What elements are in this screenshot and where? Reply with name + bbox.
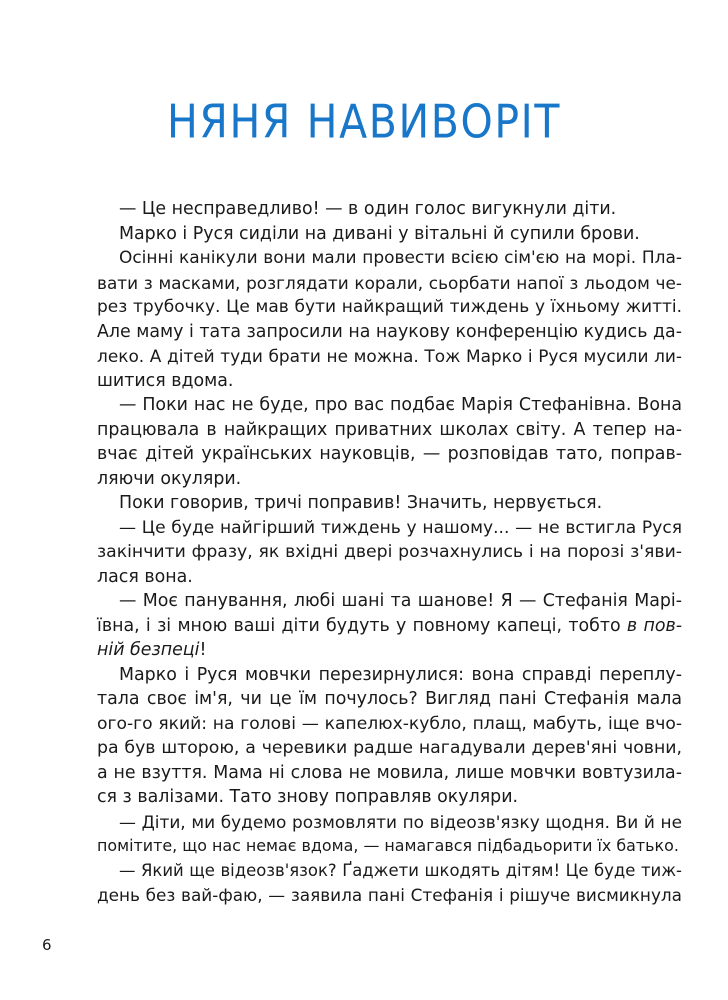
line-text: — Який ще відеозв'язок? Ґаджети шкодять дітям! Це буде тиж- [119, 860, 682, 880]
text-line [97, 736, 682, 761]
line-text: Марко і Руся мовчки перезирнулися: вона справді переплу- [119, 664, 682, 685]
line-text: день без вай-фаю, — заявила пані Стефанія і рішуче висмикнула [97, 885, 682, 905]
line-text: ївна, і зі мною ваші діти будуть у повному капеці, тобто [97, 615, 627, 636]
text-line [97, 638, 682, 663]
line-text: шитися вдома. [97, 370, 234, 391]
line-text: — Це буде найгірший тиждень у нашому... — не встигла Руся [119, 517, 682, 538]
text-line [97, 197, 682, 222]
text-line [97, 442, 682, 467]
line-text: вчає дітей українських науковців, — розповідав тато, поправ- [97, 444, 682, 464]
text-line [97, 589, 682, 614]
text-line [97, 393, 682, 418]
italic-fragment: в пов- [626, 615, 682, 636]
chapter-title: НЯНЯ НАВИВОРІТ [166, 95, 561, 149]
line-text: працювала в найкращих приватних школах світу. А тепер на- [97, 419, 682, 440]
text-line [97, 663, 682, 688]
line-text: закінчити фразу, як вхідні двері розчахнулись і на порозі з'яви- [97, 542, 682, 562]
text-line [97, 418, 682, 443]
text-line [97, 712, 682, 737]
text-line [97, 295, 682, 320]
text-line [97, 761, 682, 786]
text-line [97, 834, 682, 859]
line-text: — Моє панування, любі шані та шанове! Я — Стефанія Марі- [119, 591, 682, 611]
line-text: Поки говорив, тричі поправив! Значить, нервується. [119, 493, 603, 513]
line-text: тала своє ім'я, чи це їм почулось? Вигляд пані Стефанія мала [97, 689, 682, 709]
line-text: ! [199, 640, 207, 660]
text-line [97, 859, 682, 884]
text-line [97, 491, 682, 516]
italic-fragment: ній безпеці [97, 640, 200, 660]
text-line [97, 687, 682, 712]
line-text: — Це несправедливо! — в один голос вигукнули діти. [119, 199, 617, 219]
text-line [97, 320, 682, 345]
text-line [97, 271, 682, 296]
line-text: ого-го який: на голові — капелюх-кубло, плащ, мабуть, іще вчо- [97, 713, 682, 734]
text-line [97, 614, 682, 639]
text-line [97, 540, 682, 565]
line-text: леко. А дітей туди брати не можна. Тож Марко і Руся мусили ли- [97, 346, 682, 366]
text-line [97, 246, 682, 271]
line-text: ся з валізами. Тато знову поправляв окуляри. [97, 787, 519, 807]
text-line [97, 516, 682, 541]
line-text: рез трубочку. Це мав бути найкращий тиждень у їхньому житті. [97, 297, 682, 317]
line-text: лася вона. [97, 566, 193, 587]
text-line [97, 810, 682, 835]
text-line [97, 565, 682, 590]
text-line [97, 883, 682, 908]
line-text: Марко і Руся сиділи на дивані у вітальні й супили брови. [119, 223, 640, 244]
text-line [97, 467, 682, 492]
body-text [97, 197, 682, 908]
line-text: — Поки нас не буде, про вас подбає Марія Стефанівна. Вона [119, 395, 682, 415]
line-text: — Діти, ми будемо розмовляти по відеозв'язку щодня. Ви й не [119, 811, 682, 832]
text-line [97, 785, 682, 810]
line-text: Осінні канікули вони мали провести всією сім'єю на морі. Пла- [119, 248, 682, 268]
line-text: помітите, що нас немає вдома, — намагався підбадьорити їх батько. [97, 836, 679, 855]
line-text: а не взуття. Мама ні слова не мовила, лише мовчки вовтузила- [97, 762, 682, 783]
text-line [97, 369, 682, 394]
line-text: вати з масками, розглядати корали, сьорбати напої з льодом че- [97, 272, 682, 293]
line-text: ра був шторою, а черевики радше нагадували дерев'яні човни, [97, 738, 682, 758]
text-line [97, 344, 682, 369]
line-text: Але маму і тата запросили на наукову конференцію кудись да- [97, 321, 682, 342]
text-line [97, 222, 682, 247]
page-number: 6 [42, 936, 52, 954]
line-text: ляючи окуляри. [97, 468, 242, 489]
